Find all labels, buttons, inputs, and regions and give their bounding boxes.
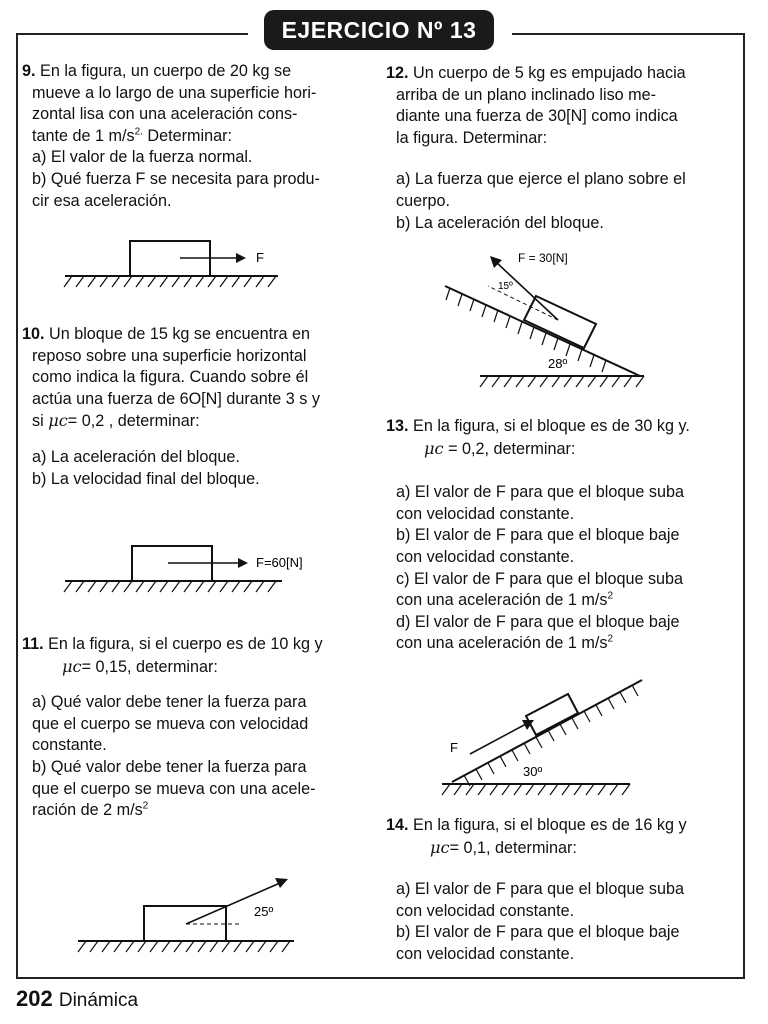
figure-12-small-angle-label: 15º bbox=[498, 281, 513, 292]
problem-13: 13. En la figura, si el bloque es de 30 kg y. μc = 0,2, determinar: a) El valor de F para que el bloque suba con velocidad constante. b) El valor de F para que el bloque baje con velocidad constante. c) El valor de F para que el bloque suba con una aceleración de 1 $m/s^2$ d) El valor de F para que el bloque baje con una aceleración de 1 $m/s^2$ bbox=[386, 417, 690, 653]
figure-12-force-label: F = 30[N] bbox=[518, 251, 568, 265]
figure-11-angle-label: 25º bbox=[254, 904, 274, 919]
figure-13-force-label: F bbox=[450, 740, 458, 755]
problem-12: 12. Un cuerpo de 5 kg es empujado hacia arriba de un plano inclinado liso me- diante una fuerza de 30[N] como indica la figura. Determinar: a) La fuerza que ejerce el plano sobre el cuerpo. b) La aceleración del bloque. bbox=[386, 64, 686, 232]
figure-9-force-label: F bbox=[256, 250, 264, 265]
problem-10: 10. Un bloque de 15 kg se encuentra en reposo sobre una superficie horizontal como indica la figura. Cuando sobre él actúa una fuerza de 6O[N] durante 3 s y si μc= 0,2 , determinar: a) La aceleración del bloque. b) La velocidad final del bloque. bbox=[22, 325, 320, 488]
left-column bbox=[22, 61, 377, 212]
problem-14: 14. En la figura, si el bloque es de 16 kg y μc= 0,1, determinar: a) El valor de F para que el bloque suba con velocidad constante. b) El valor de F para que el bloque baje con velocidad constante. bbox=[386, 816, 687, 963]
page-footer bbox=[16, 986, 138, 1012]
page-number: 202 bbox=[16, 986, 53, 1011]
problem-11: 11. En la figura, si el cuerpo es de 10 kg y μc= 0,15, determinar: a) Qué valor debe tener la fuerza para que el cuerpo se mueva con velocidad constante. b) Qué valor debe tener la fuerza para que el cuerpo se mueva con una acele- ración de 2 $m/s^2$ bbox=[22, 635, 323, 820]
figure-12 bbox=[440, 248, 660, 393]
figure-10 bbox=[60, 544, 320, 604]
figure-10-force-label: F=60[N] bbox=[256, 555, 303, 570]
page-title: EJERCICIO Nº 13 bbox=[264, 10, 494, 50]
figure-12-angle-label: 28º bbox=[548, 356, 568, 371]
problem-9: 9. En la figura, un cuerpo de 20 kg se mueve a lo largo de una superficie hori- zontal lisa con una aceleración cons- tante de 1 $m/s^{2.}$ Determinar: a) El valor de la fuerza normal. b) Qué fuerza F se necesita para produ- cir esa aceleración. bbox=[22, 62, 320, 210]
figure-9 bbox=[60, 236, 290, 296]
section-name: Dinámica bbox=[58, 990, 139, 1011]
figure-13-angle-label: 30º bbox=[523, 764, 543, 779]
figure-13 bbox=[440, 676, 660, 801]
figure-11 bbox=[76, 874, 316, 954]
